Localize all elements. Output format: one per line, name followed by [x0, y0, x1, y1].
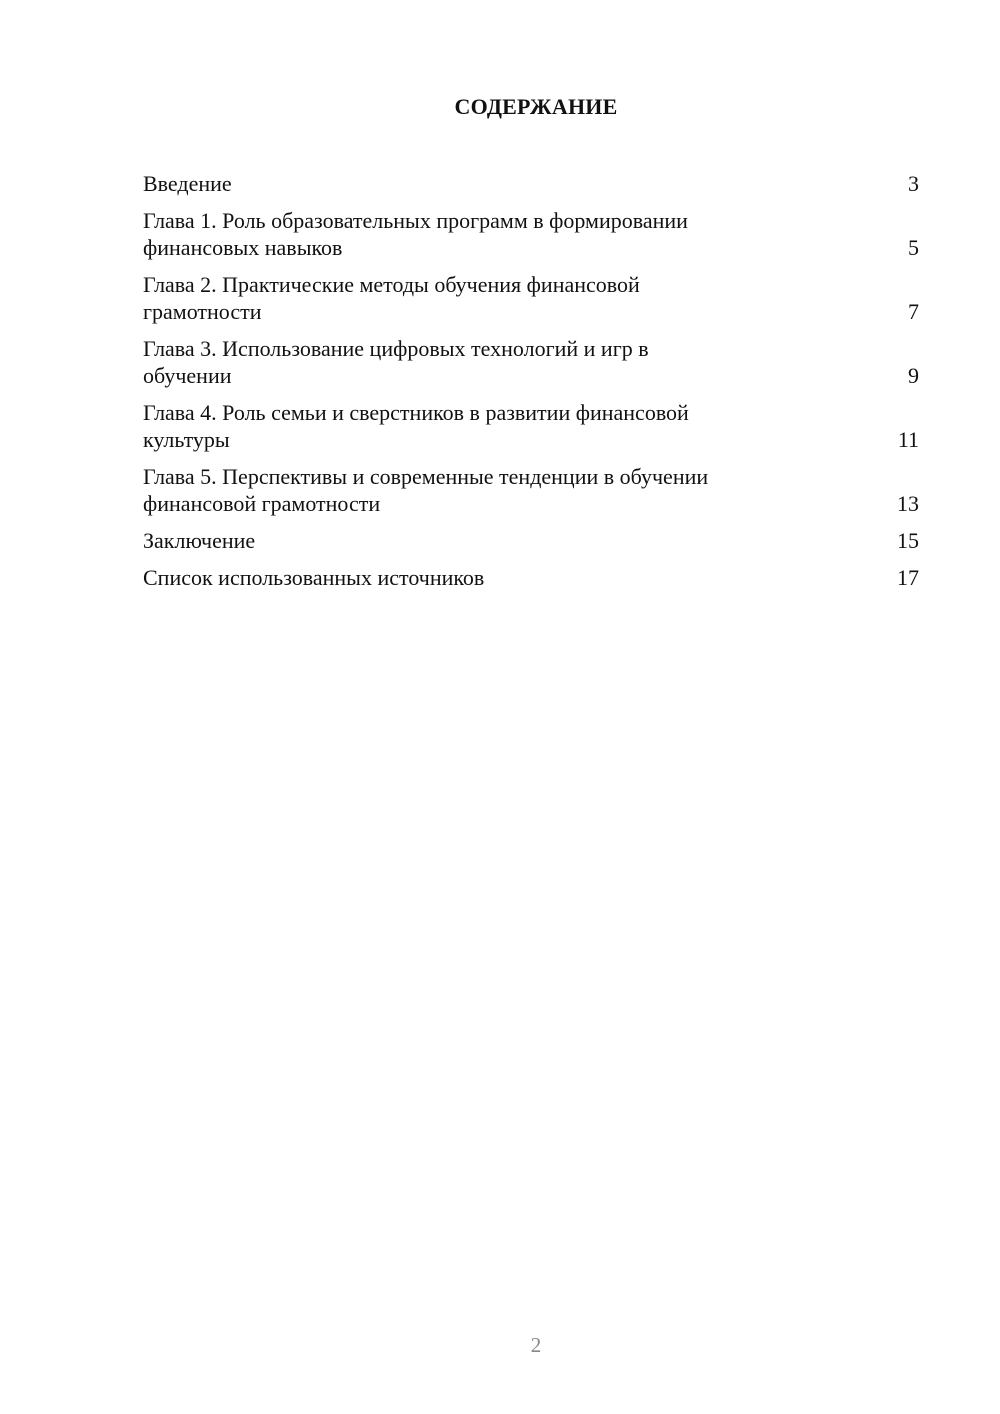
toc-item-page-number: 13	[897, 491, 919, 516]
toc-item-line: культуры	[143, 427, 230, 452]
toc-item-line: обучении	[143, 363, 232, 388]
toc-item-chapter-4	[143, 399, 919, 453]
toc-item-text	[143, 170, 232, 197]
toc-item-page-number: 11	[897, 427, 919, 452]
toc-item-line: финансовых навыков	[143, 235, 343, 260]
toc-item-line: грамотности	[143, 299, 262, 324]
toc-item-page-number: 15	[897, 528, 919, 553]
toc-item-line: Глава 1. Роль образовательных программ в формировании	[143, 208, 688, 233]
toc-item-page-number: 17	[897, 565, 919, 590]
toc-item-line: Введение	[143, 171, 232, 196]
toc-item-text	[143, 271, 640, 325]
toc-item-text	[143, 207, 688, 261]
toc-item-page-number: 7	[908, 299, 919, 324]
table-of-contents	[143, 170, 919, 601]
page-number: 2	[530, 1333, 542, 1357]
toc-item-page-number: 5	[908, 235, 919, 260]
toc-item-line: Глава 4. Роль семьи и сверстников в развитии финансовой	[143, 400, 689, 425]
toc-item-page-number: 3	[908, 171, 919, 196]
page-title: СОДЕРЖАНИЕ	[454, 94, 618, 119]
toc-item-text	[143, 527, 255, 554]
toc-item-text	[143, 463, 708, 517]
toc-item-line: Глава 3. Использование цифровых технологий и игр в	[143, 336, 649, 361]
toc-item-chapter-2	[143, 271, 919, 325]
toc-item-chapter-5	[143, 463, 919, 517]
toc-item-line: Глава 5. Перспективы и современные тенденции в обучении	[143, 464, 709, 489]
toc-item-text	[143, 399, 689, 453]
toc-item-line: Список использованных источников	[143, 565, 485, 590]
toc-item-page-number: 9	[908, 363, 919, 388]
toc-item-text	[143, 564, 484, 591]
toc-item-chapter-1	[143, 207, 919, 261]
toc-item-line: финансовой грамотности	[143, 491, 381, 516]
toc-item-line: Глава 2. Практические методы обучения финансовой	[143, 272, 640, 297]
toc-item-conclusion	[143, 527, 919, 554]
toc-item-line: Заключение	[143, 528, 256, 553]
toc-item-text	[143, 335, 649, 389]
toc-item-chapter-3	[143, 335, 919, 389]
toc-item-references	[143, 564, 919, 591]
toc-item-introduction	[143, 170, 919, 197]
